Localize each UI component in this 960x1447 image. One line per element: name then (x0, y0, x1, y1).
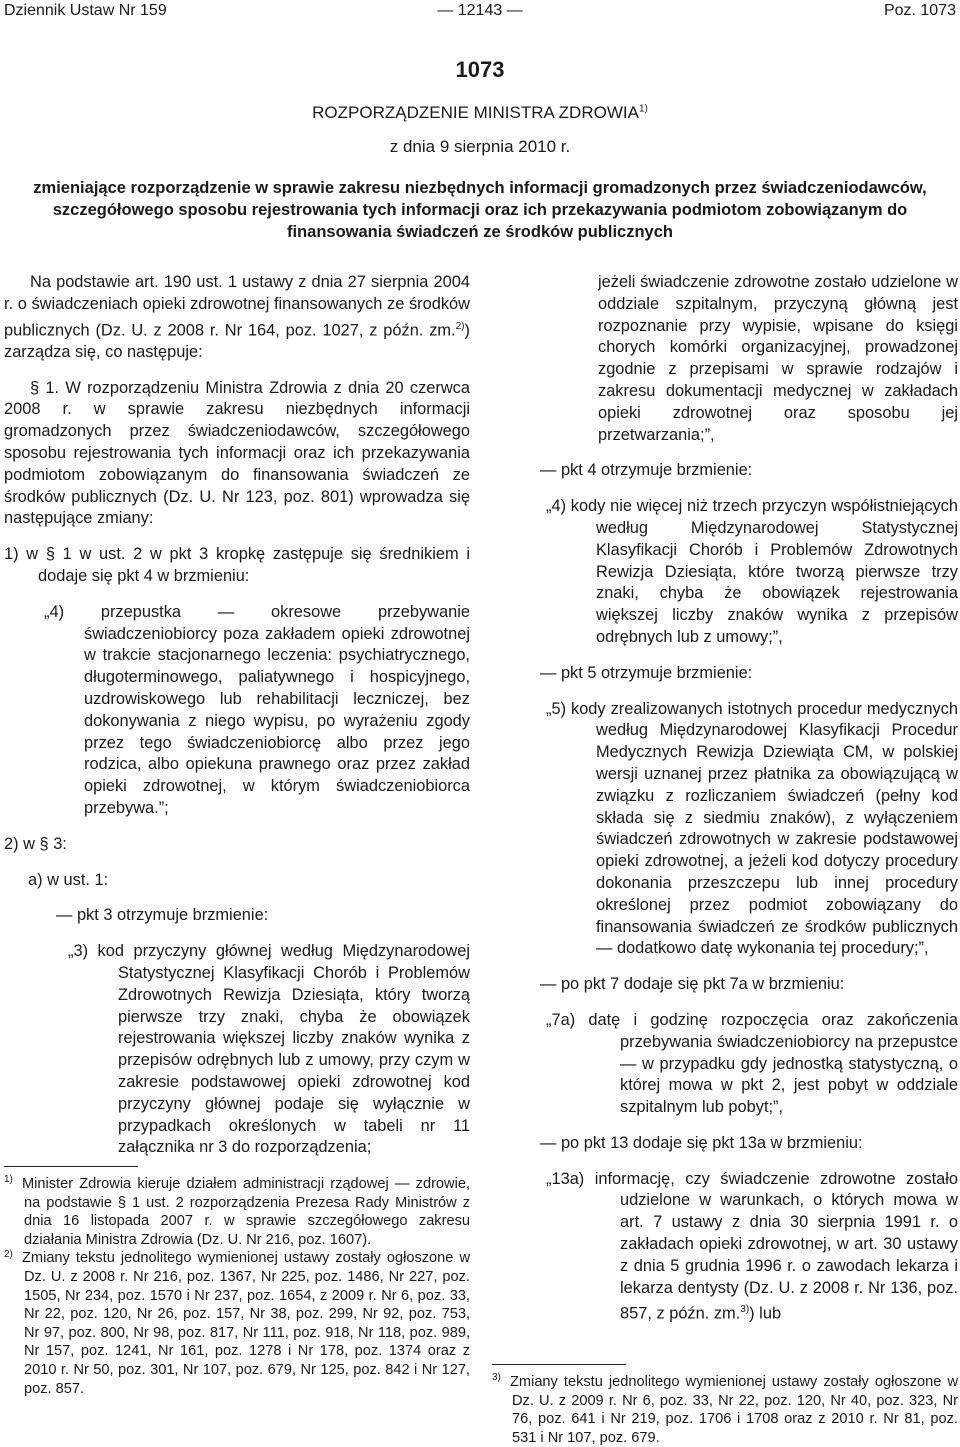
footnote-1-text: Minister Zdrowia kieruje działem administracji rządowej — zdrowie, na podstawie § 1 ust. 2 rozporządzenia Prezesa Rady Ministrów z dnia 16 listopada 2007 r. w sprawie szczegółowego zakresu działania Ministra Zdrowia (Dz. U. Nr 216, poz. 1607). (22, 1176, 470, 1248)
item-1: 1) w § 1 w ust. 2 w pkt 3 kropkę zastępuje się średnikiem i dodaje się pkt 4 w brzmieniu: (4, 545, 470, 586)
quote-pkt-13a-text-b: ) lub (749, 1304, 782, 1323)
legal-basis (4, 272, 470, 364)
left-column (4, 272, 470, 1159)
position-number: Poz. 1073 (883, 2, 956, 19)
act-number: 1073 (455, 57, 505, 82)
dash-pkt-5: — pkt 5 otrzymuje brzmienie: (540, 663, 753, 682)
quote-pkt-13a (546, 1169, 958, 1326)
item-2a-dash: — pkt 3 otrzymuje brzmienie: (56, 906, 269, 925)
item-2a-quote: „3) kod przyczyny głównej według Międzynarodowej Statystycznej Klasyfikacji Chorób i Problemów Zdrowotnych Rewizja Dziesiąta, który tworzą pierwsze trzy znaki, chyba że obowiązek rejestrowania większej liczby znaków wynika z przepisów odrębnych lub z umowy, przy czym w zakresie podstawowej opieki zdrowotnej kod przyczyny głównej podaje się wyłącznie w przypadkach określonych w tabeli nr 11 załącznika nr 3 do rozporządzenia; (68, 942, 470, 1157)
footnote-3-text: Zmiany tekstu jednolitego wymienionej ustawy zostały ogłoszone w Dz. U. z 2009 r. Nr 6, poz. 33, Nr 22, poz. 120, Nr 40, poz. 323, Nr 76, poz. 641 i Nr 219, poz. 1706 i 1708 oraz z 2010 r. Nr 81, poz. 531 i Nr 107, poz. 679. (510, 1374, 958, 1446)
footnote-1: 1) Minister Zdrowia kieruje działem administracji rządowej — zdrowie, na podstawie § 1 ust. 2 rozporządzenia Prezesa Rady Ministrów z dnia 16 listopada 2007 r. w sprawie szczegółowego zakresu działania Ministra Zdrowia (Dz. U. Nr 216, poz. 1607). (4, 1174, 470, 1248)
act-date: z dnia 9 sierpnia 2010 r. (389, 137, 571, 156)
act-subject: zmieniające rozporządzenie w sprawie zakresu niezbędnych informacji gromadzonych przez świadczeniodawców, szczegółowego sposobu rejestrowania tych informacji oraz ich przekazywania podmiotom zobowiązanym do finansowania świadczeń ze środków publicznych (33, 179, 927, 241)
legal-basis-text-a: Na podstawie art. 190 ust. 1 ustawy z dnia 27 sierpnia 2004 r. o świadczeniach opieki zdrowotnej finansowanych ze środków publicznych (Dz. U. z 2008 r. Nr 164, poz. 1027, z późn. zm. (4, 273, 470, 340)
quote-pkt-4: „4) kody nie więcej niż trzech przyczyn współistniejących według Międzynarodowej Statystycznej Klasyfikacji Chorób i Problemów Zdrowotnych Rewizja Dziesiąta, które tworzą pierwsze trzy znaki, chyba że obowiązek rejestrowania większej liczby znaków wynika z przepisów odrębnych lub z umowy;”, (546, 497, 958, 646)
legal-basis-text-b: ) zarządza się, co następuje: (4, 321, 470, 361)
item-2a: a) w ust. 1: (28, 870, 109, 889)
footnote-divider-right (492, 1364, 626, 1365)
dash-pkt-4: — pkt 4 otrzymuje brzmienie: (540, 461, 753, 480)
footnote-divider (4, 1166, 138, 1167)
dash-pkt-7a: — po pkt 7 dodaje się pkt 7a w brzmieniu: (540, 975, 845, 994)
footnotes-left (4, 1160, 470, 1398)
item-2: 2) w § 3: (4, 834, 67, 853)
quote-pkt-7a: „7a) datę i godzinę rozpoczęcia oraz zakończenia przebywania świadczeniobiorcy na przepustce — w przypadku gdy jednostką statystyczną, o której mowa w pkt 2, jest pobyt w oddziale szpitalnym lub pobyt;”, (546, 1010, 958, 1117)
dash-pkt-13a: — po pkt 13 dodaje się pkt 13a w brzmieniu: (540, 1133, 863, 1152)
quote-pkt-13a-footnote-ref: 3) (740, 1304, 750, 1316)
footnotes-right (492, 1358, 958, 1447)
section-1: § 1. W rozporządzeniu Ministra Zdrowia z dnia 20 czerwca 2008 r. w sprawie zakresu niezbędnych informacji gromadzonych przez świadczeniodawców, szczegółowego sposobu rejestrowania tych informacji oraz ich przekazywania podmiotom zobowiązanym do finansowania świadczeń ze środków publicznych (Dz. U. Nr 123, poz. 801) wprowadza się następujące zmiany: (4, 378, 470, 528)
page-number: — 12143 — (437, 2, 523, 19)
act-title (0, 103, 960, 123)
item-1-quote: „4) przepustka — okresowe przebywanie świadczeniobiorcy poza zakładem opieki zdrowotnej w trakcie stacjonarnego leczenia: psychiatrycznego, długoterminowego, paliatywnego i hospicyjnego, uzdrowiskowego lub rehabilitacji leczniczej, bez dokonywania z niego wypisu, po wyrażeniu zgody przez tego świadczeniobiorcę albo przez jego rodzica, albo opiekuna prawnego oraz przez zakład opieki zdrowotnej, w którym świadczeniobiorca przebywa.”; (44, 602, 470, 817)
quote-pkt-5: „5) kody zrealizowanych istotnych procedur medycznych według Międzynarodowej Klasyfikacji Procedur Medycznych Rewizja Dziewiąta CM, w polskiej wersji uznanej przez płatnika za obowiązującą w związku z rozliczaniem świadczeń (pełny kod składa się z siedmiu znaków), z wyłączeniem świadczeń zdrowotnych w zakresie podstawowej opieki zdrowotnej, a jeżeli kod dotyczy procedury dokonania przeszczepu lub innej procedury określonej przez podmiot zobowiązany do finansowania świadczeń ze środków publicznych — dodatkowo datę wykonania tej procedury;”, (546, 699, 958, 958)
footnote-2: 2) Zmiany tekstu jednolitego wymienionej ustawy zostały ogłoszone w Dz. U. z 2008 r. Nr 216, poz. 1367, Nr 225, poz. 1486, Nr 227, poz. 1505, Nr 234, poz. 1570 i Nr 237, poz. 1654, z 2009 r. Nr 6, poz. 33, Nr 22, poz. 120, Nr 26, poz. 157, Nr 38, poz. 299, Nr 92, poz. 753, Nr 97, poz. 800, Nr 98, poz. 817, Nr 111, poz. 918, Nr 118, poz. 989, Nr 157, poz. 1241, Nr 161, poz. 1278 i Nr 178, poz. 1374 oraz z 2010 r. Nr 50, poz. 301, Nr 107, poz. 679, Nr 125, poz. 842 i Nr 127, poz. 857. (4, 1248, 470, 1397)
act-title-block (0, 52, 960, 243)
continuation-text: jeżeli świadczenie zdrowotne zostało udzielone w oddziale szpitalnym, przyczyną główną jest rozpoznanie przy wypisie, wpisane do księgi chorych komórki organizacyjnej, prowadzonej zgodnie z przepisami w sprawie rodzajów i zakresu dokumentacji medycznej w zakładach opieki zdrowotnej oraz sposobu jej przetwarzania;”, (598, 273, 958, 444)
journal-name: Dziennik Ustaw Nr 159 (4, 2, 167, 19)
act-title-text: ROZPORZĄDZENIE MINISTRA ZDROWIA (312, 103, 639, 122)
page-header (0, 0, 960, 24)
quote-pkt-13a-text-a: „13a) informację, czy świadczenie zdrowotne zostało udzielone w warunkach, o których mowa w art. 7 ustawy z dnia 30 sierpnia 1991 r. o zakładach opieki zdrowotnej, w art. 30 ustawy z dnia 5 grudnia 1996 r. o zawodach lekarza i lekarza dentysty (Dz. U. z 2008 r. Nr 136, poz. 857, z późn. zm. (546, 1169, 958, 1323)
footnote-3: 3) Zmiany tekstu jednolitego wymienionej ustawy zostały ogłoszone w Dz. U. z 2009 r. Nr 6, poz. 33, Nr 22, poz. 120, Nr 40, poz. 323, Nr 76, poz. 641 i Nr 219, poz. 1706 i 1708 oraz z 2010 r. Nr 81, poz. 531 i Nr 107, poz. 679. (492, 1372, 958, 1446)
right-column (492, 272, 958, 1326)
footnote-2-text: Zmiany tekstu jednolitego wymienionej ustawy zostały ogłoszone w Dz. U. z 2008 r. Nr 216, poz. 1367, Nr 225, poz. 1486, Nr 227, poz. 1505, Nr 234, poz. 1570 i Nr 237, poz. 1654, z 2009 r. Nr 6, poz. 33, Nr 22, poz. 120, Nr 26, poz. 157, Nr 38, poz. 299, Nr 92, poz. 753, Nr 97, poz. 800, Nr 98, poz. 817, Nr 111, poz. 918, Nr 118, poz. 989, Nr 157, poz. 1241, Nr 161, poz. 1278 i Nr 178, poz. 1374 oraz z 2010 r. Nr 50, poz. 301, Nr 107, poz. 679, Nr 125, poz. 842 i Nr 127, poz. 857. (22, 1250, 470, 1397)
legal-basis-footnote-ref: 2) (455, 320, 465, 332)
act-title-footnote-ref: 1) (638, 103, 648, 115)
